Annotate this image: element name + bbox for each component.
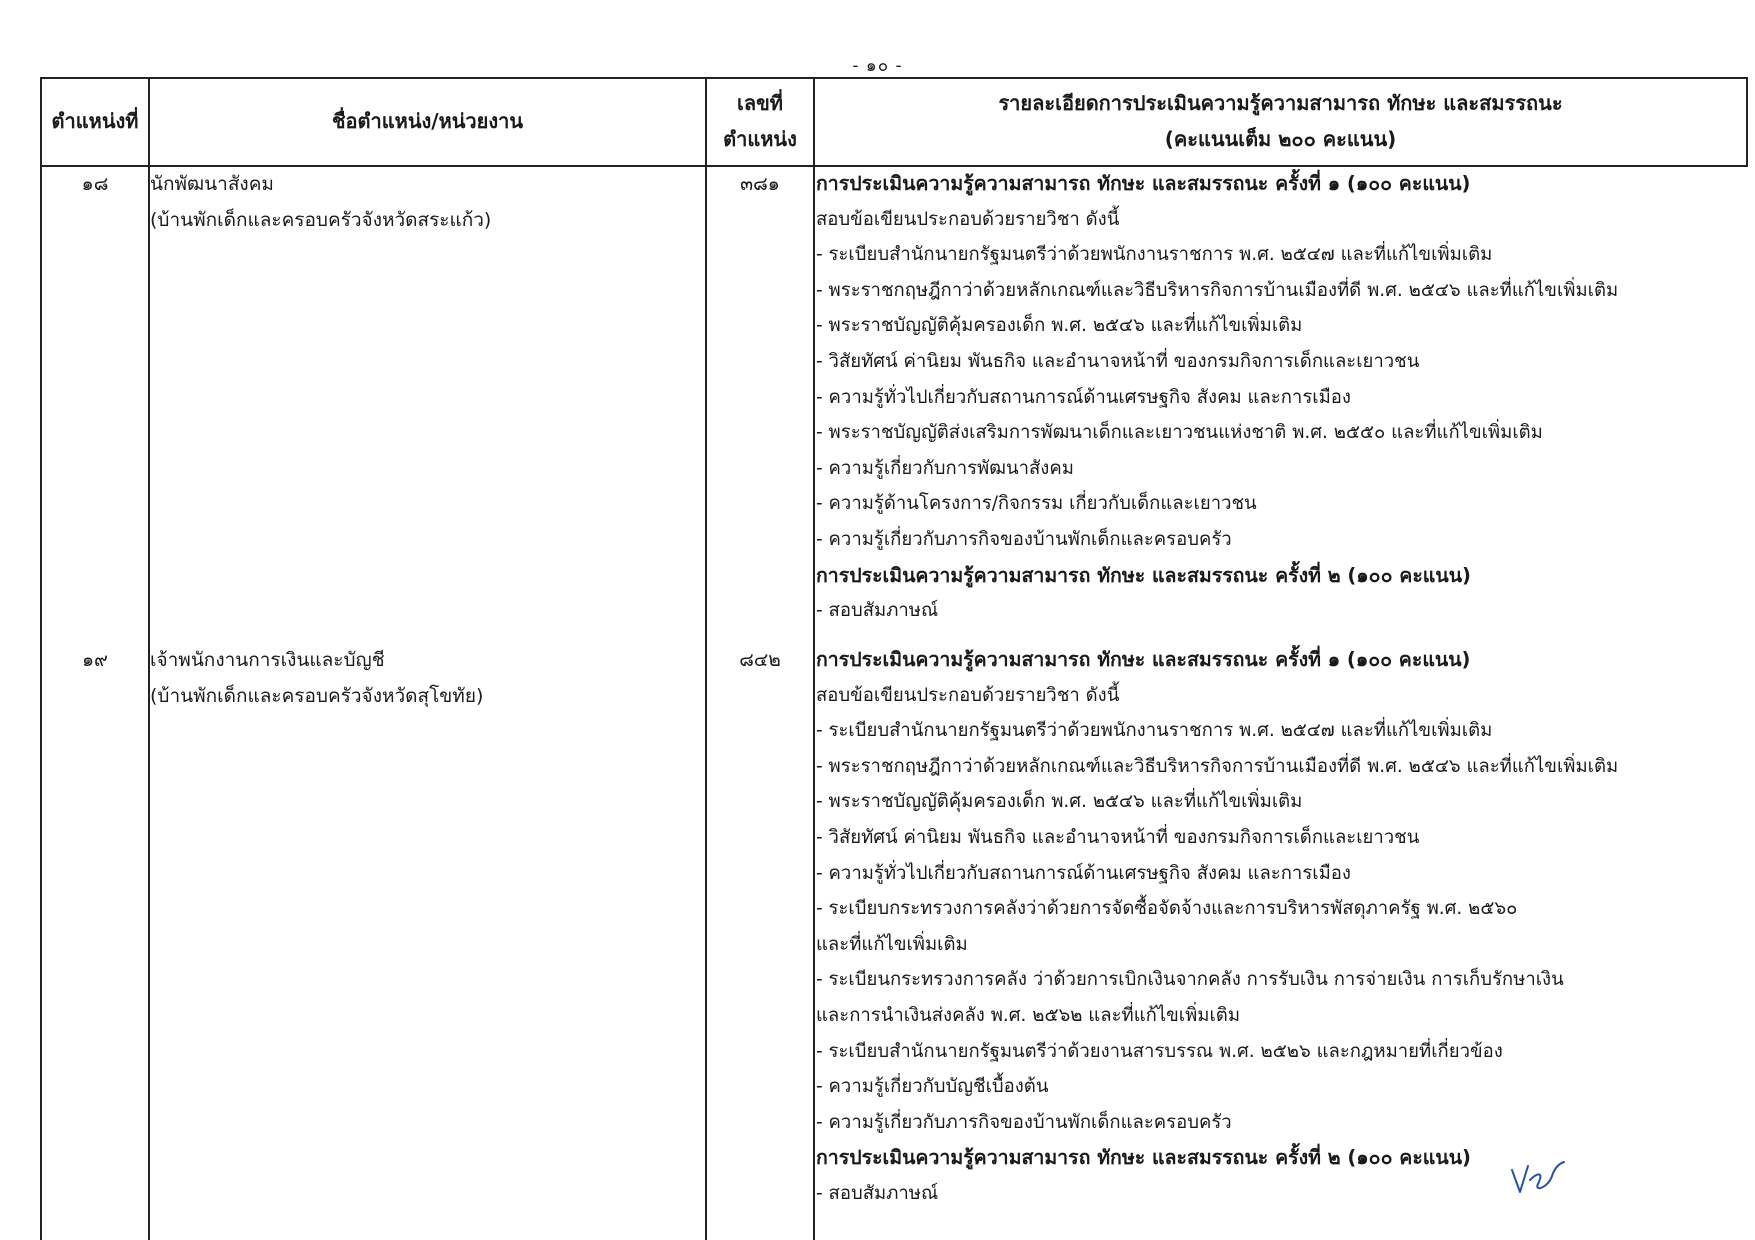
row-19-detail-line: การประเมินความรู้ความสามารถ ทักษะ และสมรรถนะ ครั้งที่ ๑ (๑๐๐ คะแนน) — [816, 648, 1471, 671]
row-19-detail-line: - พระราชกฤษฎีกาว่าด้วยหลักเกณฑ์และวิธีบริหารกิจการบ้านเมืองที่ดี พ.ศ. ๒๕๔๖ และที่แก้ไขเพิ่มเติม — [816, 755, 1619, 777]
row-19-detail-line: สอบข้อเขียนประกอบด้วยรายวิชา ดังนี้ — [816, 684, 1120, 706]
row-19-position-no: ๘๔๒ — [739, 649, 781, 671]
row-19-unit: (บ้านพักเด็กและครอบครัวจังหวัดสุโขทัย) — [150, 685, 484, 707]
page-number: - ๑๐ - — [852, 56, 903, 76]
row-19-detail-line: - ระเบียบกระทรวงการคลังว่าด้วยการจัดซื้อจัดจ้างและการบริหารพัสดุภาครัฐ พ.ศ. ๒๕๖๐ — [816, 898, 1518, 920]
row-19-detail-line: และการนำเงินส่งคลัง พ.ศ. ๒๕๖๒ และที่แก้ไขเพิ่มเติม — [816, 1004, 1241, 1026]
header-col-name — [150, 77, 705, 165]
row-19-detail-line: การประเมินความรู้ความสามารถ ทักษะ และสมรรถนะ ครั้งที่ ๒ (๑๐๐ คะแนน) — [816, 1146, 1471, 1170]
row-19-number: ๑๙ — [82, 649, 108, 671]
row-18-detail-line: สอบข้อเขียนประกอบด้วยรายวิชา ดังนี้ — [816, 208, 1120, 230]
row-19-detail-line: - ระเบียบสำนักนายกรัฐมนตรีว่าด้วยงานสารบรรณ พ.ศ. ๒๕๒๖ และกฎหมายที่เกี่ยวข้อง — [816, 1040, 1503, 1062]
row-18-position-name: นักพัฒนาสังคม — [150, 173, 274, 195]
row-19-detail-line: - สอบสัมภาษณ์ — [816, 1182, 939, 1204]
row-18-details — [816, 166, 1746, 629]
table-right-border — [1746, 77, 1748, 167]
row-18-number: ๑๘ — [81, 173, 109, 195]
header-col-position-line1: เลขที่ — [737, 91, 783, 115]
row-18-position-no: ๓๘๑ — [740, 173, 780, 195]
header-col-detail-line1: รายละเอียดการประเมินความรู้ความสามารถ ทักษะ และสมรรถนะ — [998, 91, 1563, 115]
row-18-unit: (บ้านพักเด็กและครอบครัวจังหวัดสระแก้ว) — [150, 209, 492, 231]
row-19-name-cell — [150, 642, 700, 714]
row-19-detail-line: - ระเบียบสำนักนายกรัฐมนตรีว่าด้วยพนักงานราชการ พ.ศ. ๒๕๔๗ และที่แก้ไขเพิ่มเติม — [816, 720, 1493, 742]
header-col-position-line2: ตำแหน่ง — [723, 127, 797, 151]
row-18-detail-line: - พระราชบัญญัติคุ้มครองเด็ก พ.ศ. ๒๕๔๖ และที่แก้ไขเพิ่มเติม — [816, 315, 1303, 337]
row-19-details — [816, 642, 1746, 1212]
row-18-name-cell — [150, 166, 700, 238]
row-18-detail-line: - ความรู้ด้านโครงการ/กิจกรรม เกี่ยวกับเด็กและเยาวชน — [816, 493, 1257, 515]
header-col-position — [707, 77, 813, 165]
row-18-detail-line: - สอบสัมภาษณ์ — [816, 600, 939, 622]
header-col-number — [42, 77, 148, 165]
row-18-detail-line: - ความรู้ทั่วไปเกี่ยวกับสถานการณ์ด้านเศรษฐกิจ สังคม และการเมือง — [816, 386, 1351, 408]
row-18-detail-line: - วิสัยทัศน์ ค่านิยม พันธกิจ และอำนาจหน้าที่ ของกรมกิจการเด็กและเยาวชน — [816, 350, 1420, 372]
row-18-detail-line: - พระราชบัญญัติส่งเสริมการพัฒนาเด็กและเยาวชนแห่งชาติ พ.ศ. ๒๕๕๐ และที่แก้ไขเพิ่มเติม — [816, 422, 1543, 444]
row-18-detail-line: - พระราชกฤษฎีกาว่าด้วยหลักเกณฑ์และวิธีบริหารกิจการบ้านเมืองที่ดี พ.ศ. ๒๕๔๖ และที่แก้ไขเพิ่มเติม — [816, 279, 1619, 301]
row-19-detail-line: - วิสัยทัศน์ ค่านิยม พันธกิจ และอำนาจหน้าที่ ของกรมกิจการเด็กและเยาวชน — [816, 826, 1420, 848]
row-18-detail-line: การประเมินความรู้ความสามารถ ทักษะ และสมรรถนะ ครั้งที่ ๑ (๑๐๐ คะแนน) — [816, 172, 1471, 195]
signature-mark-icon — [1508, 1150, 1568, 1200]
row-18-detail-line: - ความรู้เกี่ยวกับภารกิจของบ้านพักเด็กและครอบครัว — [816, 528, 1232, 550]
row-18-detail-line: การประเมินความรู้ความสามารถ ทักษะ และสมรรถนะ ครั้งที่ ๒ (๑๐๐ คะแนน) — [816, 563, 1471, 587]
row-19-detail-line: และที่แก้ไขเพิ่มเติม — [816, 933, 968, 955]
header-col-detail-line2: (คะแนนเต็ม ๒๐๐ คะแนน) — [1164, 127, 1397, 151]
row-19-detail-line: - ความรู้เกี่ยวกับภารกิจของบ้านพักเด็กและครอบครัว — [816, 1111, 1232, 1133]
header-col-number-label: ตำแหน่งที่ — [51, 109, 139, 133]
row-19-detail-line: - ความรู้เกี่ยวกับบัญชีเบื้องต้น — [816, 1076, 1049, 1098]
col-divider-3 — [813, 77, 815, 1240]
row-19-detail-line: - ความรู้ทั่วไปเกี่ยวกับสถานการณ์ด้านเศรษฐกิจ สังคม และการเมือง — [816, 862, 1351, 884]
row-18-detail-line: - ความรู้เกี่ยวกับการพัฒนาสังคม — [816, 457, 1074, 479]
header-col-name-label: ชื่อตำแหน่ง/หน่วยงาน — [331, 109, 524, 133]
header-col-detail — [815, 77, 1746, 165]
row-19-position-name: เจ้าพนักงานการเงินและบัญชี — [150, 649, 385, 671]
row-18-detail-line: - ระเบียบสำนักนายกรัฐมนตรีว่าด้วยพนักงานราชการ พ.ศ. ๒๕๔๗ และที่แก้ไขเพิ่มเติม — [816, 244, 1493, 266]
row-19-detail-line: - ระเบียนกระทรวงการคลัง ว่าด้วยการเบิกเงินจากคลัง การรับเงิน การจ่ายเงิน การเก็บรักษาเงิน — [816, 969, 1564, 991]
row-19-detail-line: - พระราชบัญญัติคุ้มครองเด็ก พ.ศ. ๒๕๔๖ และที่แก้ไขเพิ่มเติม — [816, 791, 1303, 813]
